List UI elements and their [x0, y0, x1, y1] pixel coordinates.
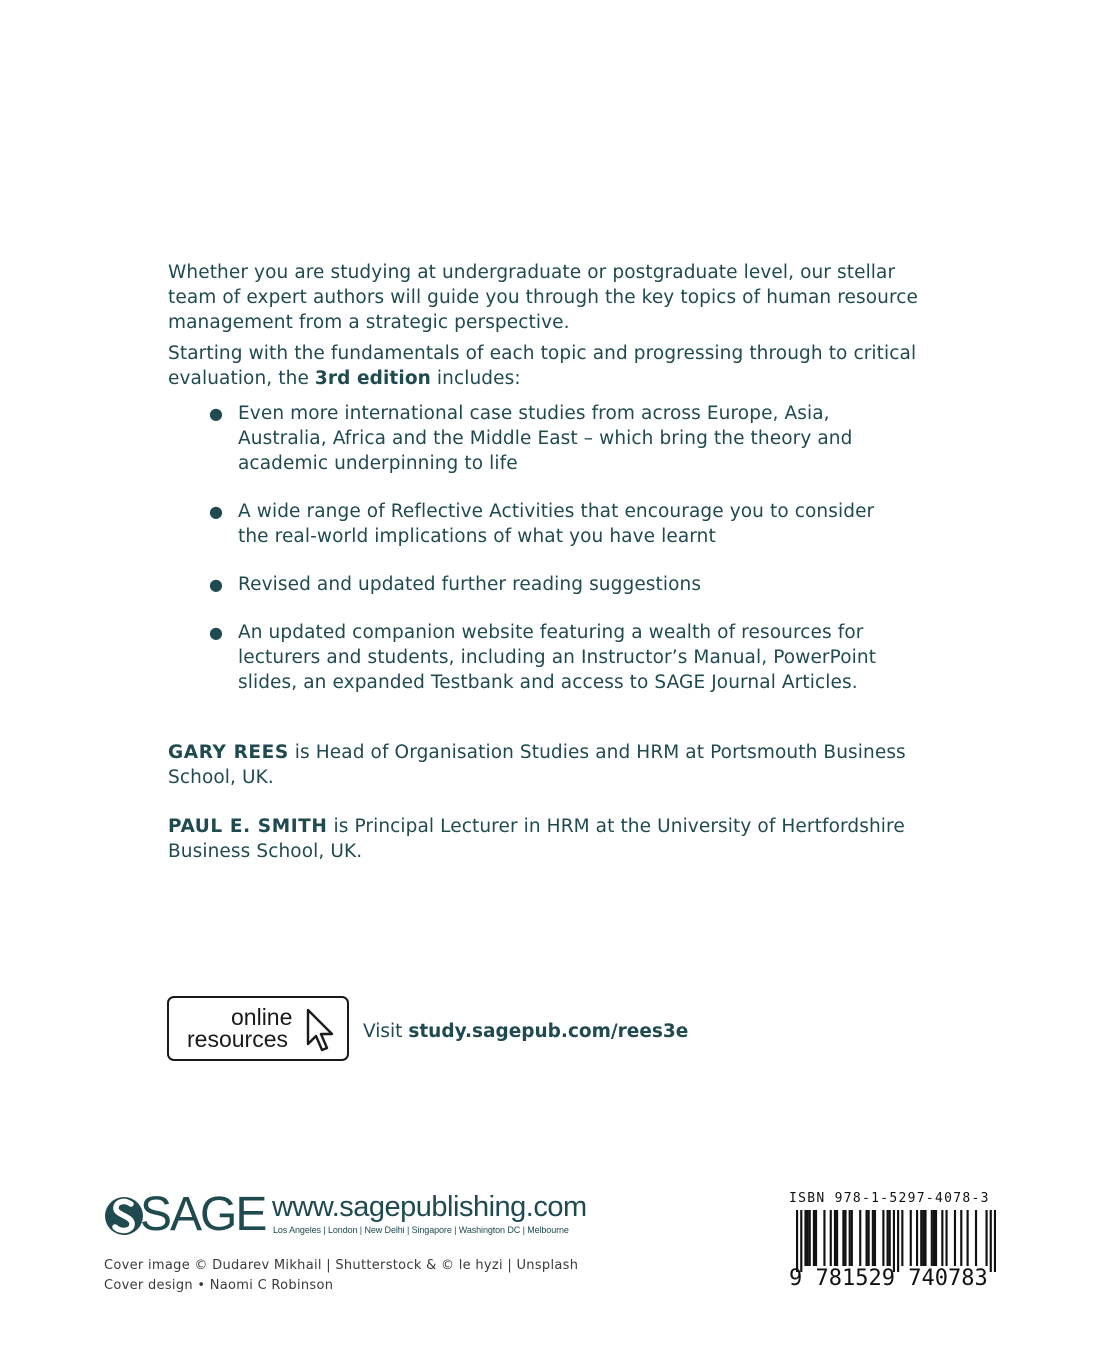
list-item: [168, 499, 898, 549]
edition-text-end: includes:: [430, 368, 521, 389]
bullet-icon: ●: [209, 575, 224, 594]
resources-label: resources: [187, 1026, 288, 1052]
edition-text-start: Starting with the fundamentals of each topic and progressing through to critical evaluation, the: [168, 343, 917, 389]
barcode-bar: [807, 1210, 809, 1266]
barcode-bar: [815, 1210, 817, 1266]
edition-label: 3rd edition: [314, 368, 431, 389]
bullet-icon: ●: [209, 404, 224, 423]
barcode-bar: [924, 1210, 926, 1266]
barcode-bar: [954, 1210, 956, 1266]
bullet-icon: ●: [209, 623, 224, 642]
barcode-bar: [842, 1210, 844, 1266]
barcode-bar: [868, 1210, 870, 1266]
barcode-bar: [922, 1210, 924, 1266]
barcode-bar: [941, 1210, 943, 1266]
online-resources-badge: [167, 996, 349, 1061]
barcode-bar: [887, 1210, 889, 1266]
author-name: PAUL E. SMITH: [168, 816, 328, 837]
barcode-bar: [935, 1210, 937, 1266]
barcode-bar: [804, 1210, 806, 1266]
barcode-bar: [796, 1210, 798, 1272]
barcode-bar: [901, 1210, 903, 1266]
barcode-first-digit: 9: [789, 1266, 803, 1291]
barcode-bar: [800, 1210, 802, 1272]
publisher-website[interactable]: www.sagepublishing.com: [272, 1191, 587, 1223]
barcode-bar: [985, 1210, 987, 1266]
barcode-bar: [851, 1210, 853, 1266]
edition-paragraph: [168, 341, 938, 391]
cover-credits: [104, 1256, 578, 1296]
barcode-bar: [889, 1210, 891, 1266]
barcode-bar: [931, 1210, 933, 1266]
barcode-bar: [809, 1210, 811, 1266]
barcode-bar: [874, 1210, 876, 1266]
barcode-bar: [990, 1210, 992, 1272]
barcode-bar: [830, 1210, 832, 1266]
isbn-label: ISBN 978-1-5297-4078-3: [789, 1191, 990, 1206]
barcode-bar: [882, 1210, 884, 1266]
barcode-bar: [960, 1210, 962, 1266]
barcode-bar: [813, 1210, 815, 1266]
cursor-icon: [305, 1008, 335, 1054]
visit-label: Visit: [363, 1021, 409, 1042]
cover-design-credit: Cover design • Naomi C Robinson: [104, 1278, 334, 1293]
author-bio-text: is Principal Lecturer in HRM at the University of Hertfordshire Business School, UK.: [168, 816, 905, 862]
isbn-barcode: [796, 1210, 996, 1272]
author-bio-rees: [168, 740, 928, 790]
list-item-text: Revised and updated further reading suggestions: [238, 574, 702, 595]
barcode-bar: [916, 1210, 918, 1266]
list-item: [168, 572, 898, 597]
feature-list: [168, 401, 938, 695]
barcode-bar: [945, 1210, 947, 1266]
list-item: [168, 620, 898, 695]
website-link[interactable]: study.sagepub.com/rees3e: [408, 1021, 689, 1042]
barcode-bar: [836, 1210, 838, 1266]
barcode-group-left: 781529: [815, 1266, 895, 1291]
list-item-text: Even more international case studies from across Europe, Asia, Australia, Africa and the Middle East – which bring the theory and academic underpinning to life: [238, 403, 853, 474]
barcode-group-right: 740783: [908, 1266, 988, 1291]
barcode-bar: [893, 1210, 895, 1272]
barcode-bar: [920, 1210, 922, 1266]
barcode-bar: [910, 1210, 912, 1266]
intro-paragraph: Whether you are studying at undergraduate or postgraduate level, our stellar team of expert authors will guide you through the key topics of human resource management from a strategic perspective.: [168, 262, 919, 333]
bullet-icon: ●: [209, 502, 224, 521]
online-label: online: [231, 1004, 293, 1030]
barcode-bar: [834, 1210, 836, 1266]
cover-image-credit: Cover image © Dudarev Mikhail | Shutterstock & © le hyzi | Unsplash: [104, 1258, 579, 1273]
list-item-text: An updated companion website featuring a wealth of resources for lecturers and students, including an Instructor’s Manual, PowerPoint slides, an expanded Testbank and access to SAGE Journal Articles.: [238, 622, 877, 693]
barcode-bar: [859, 1210, 861, 1266]
barcode-bar: [897, 1210, 899, 1272]
barcode-bar: [933, 1210, 935, 1266]
barcode-bar: [967, 1210, 969, 1266]
author-name: GARY REES: [168, 742, 289, 763]
sage-logo-text: SAGE: [140, 1188, 266, 1241]
barcode-bar: [849, 1210, 851, 1266]
barcode-digits: [789, 1266, 988, 1292]
list-item-text: A wide range of Reflective Activities that encourage you to consider the real-world implications of what you have learnt: [238, 501, 875, 547]
companion-website: [363, 1019, 688, 1044]
author-bio-smith: [168, 814, 928, 864]
list-item: [168, 401, 898, 476]
barcode-bar: [994, 1210, 996, 1272]
blurb: [168, 260, 938, 718]
publisher-cities: Los Angeles | London | New Delhi | Singapore | Washington DC | Melbourne: [273, 1225, 569, 1235]
barcode-bar: [975, 1210, 977, 1266]
barcode-bar: [823, 1210, 825, 1266]
barcode-bar: [865, 1210, 867, 1266]
barcode-bar: [844, 1210, 846, 1266]
author-bio-text: is Head of Organisation Studies and HRM at Portsmouth Business School, UK.: [168, 742, 906, 788]
barcode-bar: [872, 1210, 874, 1266]
